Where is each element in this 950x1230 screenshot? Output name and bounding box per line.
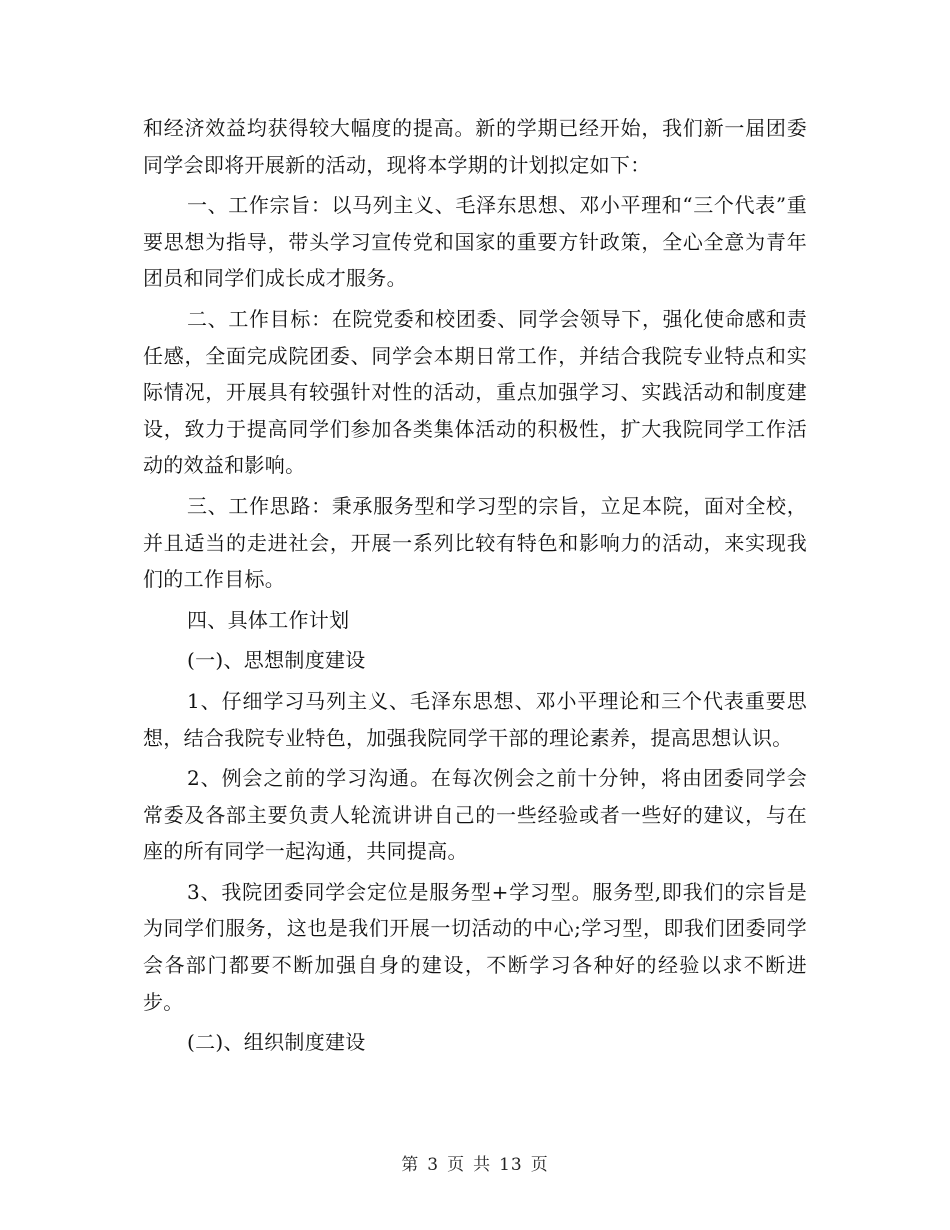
footer-label-page: 第 <box>401 1155 420 1175</box>
document-body <box>143 110 807 1065</box>
footer-total-pages: 13 <box>499 1155 523 1175</box>
paragraph-work-purpose: 一、工作宗旨：以马列主义、毛泽东思想、邓小平理和“三个代表”重要思想为指导，带头学习宣传党和国家的重要方针政策，全心全意为青年团员和同学们成长成才服务。 <box>143 193 807 291</box>
section-heading-work-plan: 四、具体工作计划 <box>187 607 350 632</box>
subsection-heading-ideology: (一)、思想制度建设 <box>187 648 366 673</box>
list-item-3: 3、我院团委同学会定位是服务型+学习型。服务型,即我们的宗旨是为同学们服务，这也是我们开展一切活动的中心;学习型，即我们团委同学会各部门都要不断加强自身的建设，不断学习各种好的经验以求不断进步。 <box>143 879 807 1014</box>
subsection-heading-organization: (二)、组织制度建设 <box>187 1030 366 1055</box>
list-item-2: 2、例会之前的学习沟通。在每次例会之前十分钟，将由团委同学会常委及各部主要负责人轮流讲讲自己的一些经验或者一些好的建议，与在座的所有同学一起沟通，共同提高。 <box>143 766 807 864</box>
list-item-1: 1、仔细学习马列主义、毛泽东思想、邓小平理论和三个代表重要思想，结合我院专业特色，加强我院同学干部的理论素养，提高思想认识。 <box>143 688 807 750</box>
paragraph-intro-continuation: 和经济效益均获得较大幅度的提高。新的学期已经开始，我们新一届团委同学会即将开展新的活动，现将本学期的计划拟定如下： <box>143 116 807 177</box>
footer-label-total: 共 <box>473 1155 492 1175</box>
footer-current-page: 3 <box>427 1155 440 1175</box>
footer-label-total-unit: 页 <box>530 1155 549 1175</box>
page-footer <box>0 1153 950 1177</box>
footer-label-page-unit: 页 <box>447 1155 466 1175</box>
paragraph-work-approach: 三、工作思路：秉承服务型和学习型的宗旨，立足本院，面对全校，并且适当的走进社会，开展一系列比较有特色和影响力的活动，来实现我们的工作目标。 <box>143 493 807 592</box>
paragraph-work-goals: 二、工作目标：在院党委和校团委、同学会领导下，强化使命感和责任感，全面完成院团委、同学会本期日常工作，并结合我院专业特点和实际情况，开展具有较强针对性的活动，重点加强学习、实践活动和制度建设，致力于提高同学们参加各类集体活动的积极性，扩大我院同学工作活动的效益和影响。 <box>143 306 807 478</box>
